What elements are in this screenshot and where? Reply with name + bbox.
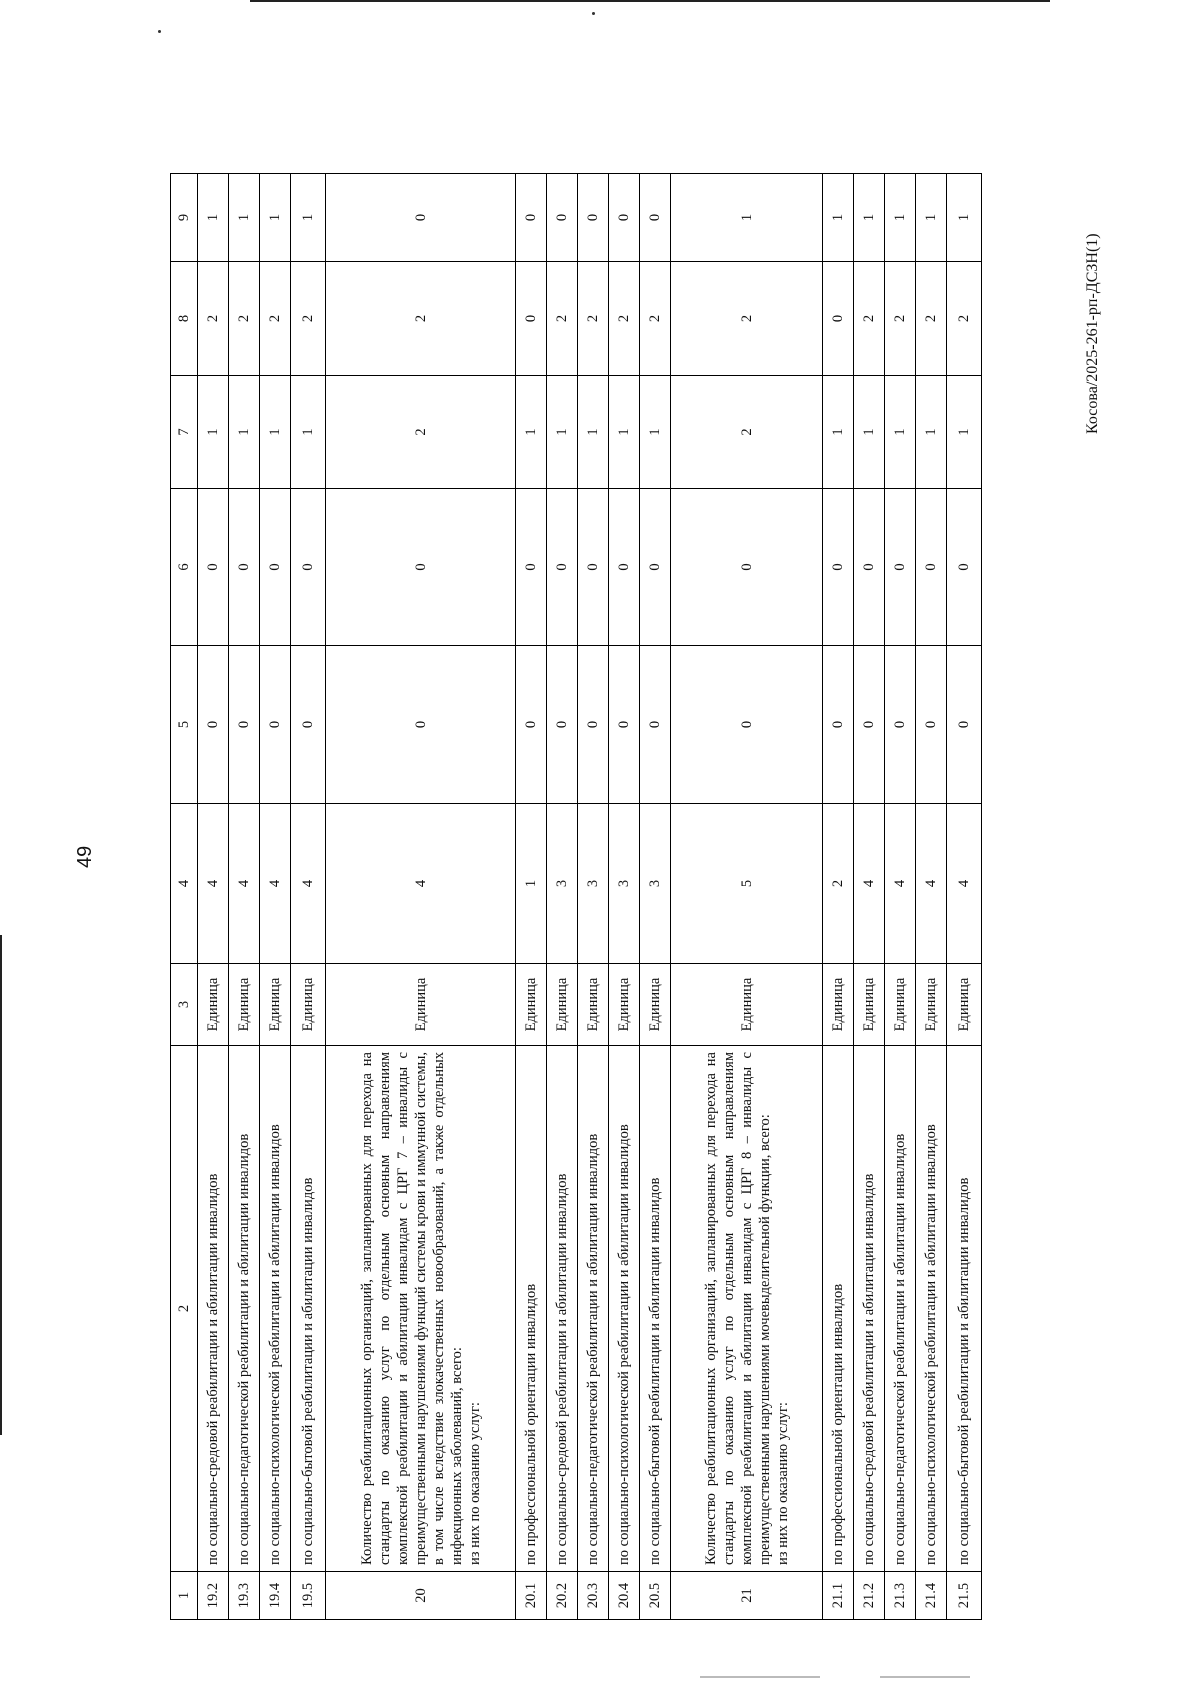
row-value: 0 — [547, 489, 578, 646]
row-value: 0 — [885, 646, 916, 804]
table-row — [854, 174, 885, 1620]
row-description: по социально-средовой реабилитации и абилитации инвалидов — [198, 1046, 229, 1572]
row-value: 0 — [229, 489, 260, 646]
header-cell: 3 — [171, 964, 198, 1046]
header-cell: 5 — [171, 646, 198, 804]
row-value: 1 — [854, 174, 885, 262]
row-description: по социально-психологической реабилитации и абилитации инвалидов — [260, 1046, 291, 1572]
row-unit: Единица — [229, 964, 260, 1046]
row-number: 19.3 — [229, 1572, 260, 1620]
row-value: 2 — [671, 376, 823, 489]
row-value: 0 — [578, 646, 609, 804]
row-description: по социально-средовой реабилитации и абилитации инвалидов — [854, 1046, 885, 1572]
row-unit: Единица — [885, 964, 916, 1046]
row-description: по профессиональной ориентации инвалидов — [823, 1046, 854, 1572]
table-row — [640, 174, 671, 1620]
row-number: 21.1 — [823, 1572, 854, 1620]
row-value: 4 — [916, 804, 947, 964]
row-value: 0 — [326, 489, 516, 646]
row-unit: Единица — [640, 964, 671, 1046]
row-description: по социально-педагогической реабилитации и абилитации инвалидов — [885, 1046, 916, 1572]
row-value: 0 — [198, 646, 229, 804]
row-value: 2 — [326, 376, 516, 489]
row-description: по социально-педагогической реабилитации и абилитации инвалидов — [578, 1046, 609, 1572]
row-value: 1 — [947, 376, 982, 489]
row-value: 0 — [291, 646, 326, 804]
row-value: 3 — [609, 804, 640, 964]
row-value: 0 — [516, 489, 547, 646]
row-number: 21.5 — [947, 1572, 982, 1620]
row-description: по социально-средовой реабилитации и абилитации инвалидов — [547, 1046, 578, 1572]
table-row — [578, 174, 609, 1620]
row-number: 20.4 — [609, 1572, 640, 1620]
data-table — [170, 173, 982, 1620]
row-value: 4 — [229, 804, 260, 964]
row-value: 1 — [291, 376, 326, 489]
row-value: 2 — [198, 262, 229, 376]
row-value: 2 — [671, 262, 823, 376]
row-value: 1 — [260, 174, 291, 262]
row-value: 1 — [260, 376, 291, 489]
row-value: 1 — [198, 376, 229, 489]
header-cell: 6 — [171, 489, 198, 646]
page-number: 49 — [74, 845, 96, 868]
row-unit: Единица — [578, 964, 609, 1046]
row-unit: Единица — [609, 964, 640, 1046]
row-number: 19.5 — [291, 1572, 326, 1620]
row-description: по профессиональной ориентации инвалидов — [516, 1046, 547, 1572]
document-code: Косова/2025-261-рп-ДСЗН(1) — [1084, 233, 1101, 434]
row-value: 3 — [547, 804, 578, 964]
row-description-main: Количество реабилитационных организаций, запланированных для перехода на стандарты по оказанию услуг по отдельным основным направлениям комплексной реабилитации и абилитации инвалидам с ЦРГ 7 – инвалиды с преимущественными нарушениями функций системы крови и иммунной системы, в том числе вследствие злокачественных новообразований, а также отдельных инфекционных заболеваний, всего: — [358, 1052, 465, 1565]
header-cell: 4 — [171, 804, 198, 964]
row-value: 1 — [547, 376, 578, 489]
row-value: 0 — [516, 262, 547, 376]
row-value: 1 — [916, 376, 947, 489]
row-unit: Единица — [947, 964, 982, 1046]
row-number: 20.5 — [640, 1572, 671, 1620]
row-value: 2 — [578, 262, 609, 376]
row-value: 0 — [823, 262, 854, 376]
row-value: 2 — [547, 262, 578, 376]
row-value: 0 — [547, 174, 578, 262]
row-unit: Единица — [823, 964, 854, 1046]
row-value: 2 — [326, 262, 516, 376]
row-value: 1 — [640, 376, 671, 489]
row-value: 2 — [947, 262, 982, 376]
row-value: 0 — [640, 489, 671, 646]
row-value: 4 — [885, 804, 916, 964]
row-value: 0 — [291, 489, 326, 646]
row-unit: Единица — [326, 964, 516, 1046]
row-value: 0 — [854, 646, 885, 804]
row-number: 19.2 — [198, 1572, 229, 1620]
row-number: 20.1 — [516, 1572, 547, 1620]
header-cell: 9 — [171, 174, 198, 262]
row-value: 1 — [578, 376, 609, 489]
table-row — [260, 174, 291, 1620]
row-number: 21 — [671, 1572, 823, 1620]
row-value: 2 — [854, 262, 885, 376]
table-row — [229, 174, 260, 1620]
row-value: 0 — [640, 174, 671, 262]
table-row — [916, 174, 947, 1620]
row-value: 2 — [609, 262, 640, 376]
row-value: 2 — [885, 262, 916, 376]
table-row — [547, 174, 578, 1620]
row-value: 0 — [609, 489, 640, 646]
row-value: 1 — [516, 804, 547, 964]
row-value: 0 — [609, 646, 640, 804]
row-unit: Единица — [198, 964, 229, 1046]
row-value: 1 — [609, 376, 640, 489]
row-value: 2 — [916, 262, 947, 376]
table-row — [947, 174, 982, 1620]
header-cell: 7 — [171, 376, 198, 489]
row-value: 0 — [260, 489, 291, 646]
row-value: 3 — [640, 804, 671, 964]
row-number: 20 — [326, 1572, 516, 1620]
table-header-row — [171, 174, 198, 1620]
row-value: 5 — [671, 804, 823, 964]
row-description-sub: из них по оказанию услуг: — [466, 1402, 483, 1565]
row-description: по социально-психологической реабилитации и абилитации инвалидов — [916, 1046, 947, 1572]
row-value: 1 — [516, 376, 547, 489]
row-value: 0 — [547, 646, 578, 804]
row-value: 1 — [854, 376, 885, 489]
table-row — [198, 174, 229, 1620]
row-value: 4 — [947, 804, 982, 964]
row-value: 0 — [260, 646, 291, 804]
row-value: 4 — [854, 804, 885, 964]
row-value: 0 — [854, 489, 885, 646]
row-value: 0 — [671, 489, 823, 646]
row-unit: Единица — [916, 964, 947, 1046]
table-row-summary — [326, 174, 516, 1620]
row-value: 0 — [198, 489, 229, 646]
row-number: 21.3 — [885, 1572, 916, 1620]
row-value: 3 — [578, 804, 609, 964]
row-description: по социально-психологической реабилитации и абилитации инвалидов — [609, 1046, 640, 1572]
row-value: 4 — [291, 804, 326, 964]
table-row — [609, 174, 640, 1620]
row-value: 0 — [516, 174, 547, 262]
row-value: 1 — [885, 174, 916, 262]
table-row-summary — [671, 174, 823, 1620]
row-description-main: Количество реабилитационных организаций, запланированных для перехода на стандарты по оказанию услуг по отдельным основным направлениям комплексной реабилитации и абилитации инвалидам с ЦРГ 8 – инвалиды с преимущественными нарушениями мочевыделительной функции, всего: — [702, 1052, 773, 1565]
row-value: 0 — [326, 174, 516, 262]
row-value: 1 — [229, 376, 260, 489]
row-value: 0 — [823, 646, 854, 804]
row-description: по социально-бытовой реабилитации и абилитации инвалидов — [291, 1046, 326, 1572]
row-number: 20.3 — [578, 1572, 609, 1620]
row-value: 0 — [578, 489, 609, 646]
row-value: 1 — [229, 174, 260, 262]
row-value: 0 — [516, 646, 547, 804]
row-description: по социально-бытовой реабилитации и абилитации инвалидов — [947, 1046, 982, 1572]
row-value: 0 — [609, 174, 640, 262]
header-cell: 2 — [171, 1046, 198, 1572]
row-value: 0 — [947, 489, 982, 646]
row-value: 0 — [947, 646, 982, 804]
row-unit: Единица — [547, 964, 578, 1046]
row-value: 1 — [198, 174, 229, 262]
row-value: 0 — [671, 646, 823, 804]
row-description — [326, 1046, 516, 1572]
row-value: 0 — [229, 646, 260, 804]
row-value: 0 — [916, 646, 947, 804]
row-value: 2 — [823, 804, 854, 964]
row-value: 1 — [947, 174, 982, 262]
row-value: 0 — [326, 646, 516, 804]
table-row — [885, 174, 916, 1620]
row-value: 2 — [229, 262, 260, 376]
row-description: по социально-педагогической реабилитации и абилитации инвалидов — [229, 1046, 260, 1572]
row-description-sub: из них по оказанию услуг: — [774, 1402, 791, 1565]
row-value: 1 — [823, 174, 854, 262]
row-value: 0 — [640, 646, 671, 804]
row-value: 2 — [640, 262, 671, 376]
row-value: 1 — [885, 376, 916, 489]
row-value: 4 — [198, 804, 229, 964]
header-cell: 8 — [171, 262, 198, 376]
row-value: 0 — [916, 489, 947, 646]
row-number: 21.2 — [854, 1572, 885, 1620]
row-value: 4 — [326, 804, 516, 964]
row-value: 4 — [260, 804, 291, 964]
row-value: 2 — [260, 262, 291, 376]
row-value: 1 — [916, 174, 947, 262]
table-row — [291, 174, 326, 1620]
row-value: 1 — [671, 174, 823, 262]
table-row — [823, 174, 854, 1620]
table-row — [516, 174, 547, 1620]
row-value: 0 — [578, 174, 609, 262]
row-description: по социально-бытовой реабилитации и абилитации инвалидов — [640, 1046, 671, 1572]
row-value: 0 — [885, 489, 916, 646]
row-unit: Единица — [260, 964, 291, 1046]
row-unit: Единица — [516, 964, 547, 1046]
row-number: 21.4 — [916, 1572, 947, 1620]
row-value: 1 — [823, 376, 854, 489]
row-value: 2 — [291, 262, 326, 376]
row-number: 20.2 — [547, 1572, 578, 1620]
row-value: 1 — [291, 174, 326, 262]
row-description — [671, 1046, 823, 1572]
header-cell: 1 — [171, 1572, 198, 1620]
row-unit: Единица — [291, 964, 326, 1046]
row-unit: Единица — [671, 964, 823, 1046]
row-unit: Единица — [854, 964, 885, 1046]
row-number: 19.4 — [260, 1572, 291, 1620]
row-value: 0 — [823, 489, 854, 646]
